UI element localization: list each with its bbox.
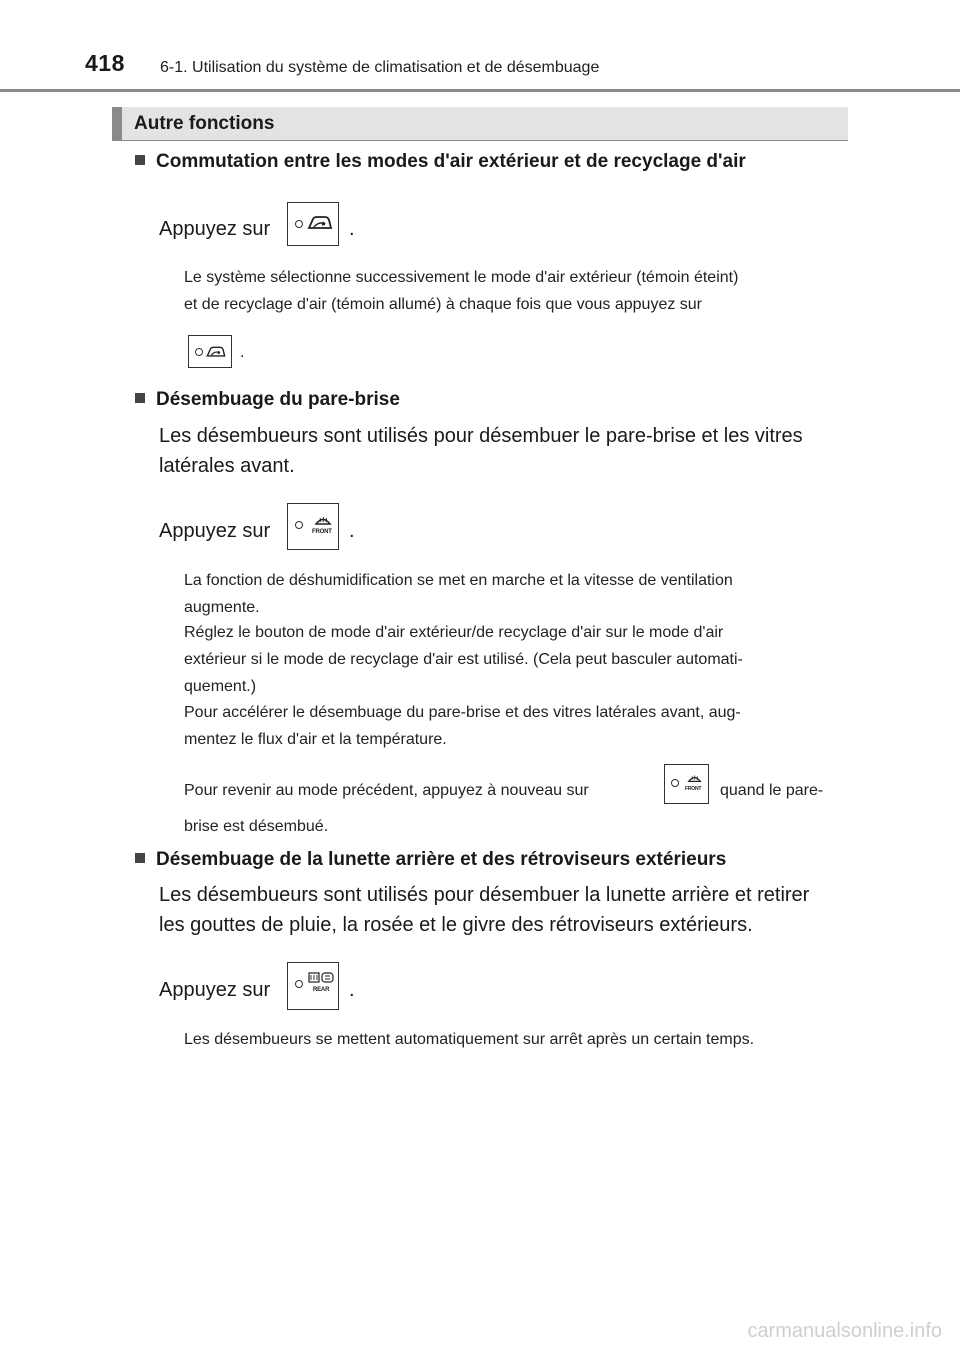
paragraph-line: latérales avant. <box>159 455 295 477</box>
note-line: La fonction de déshumidification se met en marche et la vitesse de ventilation <box>184 572 733 589</box>
note-line: quement.) <box>184 678 257 695</box>
paragraph-line: les gouttes de pluie, la rosée et le givre des rétroviseurs extérieurs. <box>159 914 753 936</box>
press-instruction: Appuyez sur <box>159 520 271 542</box>
period: . <box>349 979 355 1001</box>
note-line: Les désembueurs se mettent automatiquement sur arrêt après un certain temps. <box>184 1031 755 1048</box>
header-rule <box>0 89 960 92</box>
note-line: Réglez le bouton de mode d'air extérieur/de recyclage d'air sur le mode d'air <box>184 624 724 641</box>
paragraph-line: Les désembueurs sont utilisés pour désembuer le pare-brise et les vitres <box>159 425 803 447</box>
paragraph-line: Les désembueurs sont utilisés pour désembuer la lunette arrière et retirer <box>159 884 810 906</box>
front-defog-button-icon: FRONT <box>664 764 709 804</box>
note-line: brise est désembué. <box>184 818 329 835</box>
press-instruction: Appuyez sur <box>159 979 271 1001</box>
note-line: extérieur si le mode de recyclage d'air est utilisé. (Cela peut basculer automati- <box>184 651 743 668</box>
section-title: Autre fonctions <box>134 113 275 134</box>
heading-front-defog: Désembuage du pare-brise <box>135 389 400 411</box>
bullet-square-icon <box>135 155 145 165</box>
bullet-square-icon <box>135 853 145 863</box>
note-line: augmente. <box>184 599 260 616</box>
front-defog-button-icon: FRONT <box>287 503 339 550</box>
section-rule <box>112 140 848 141</box>
note-line: Pour revenir au mode précédent, appuyez à nouveau sur <box>184 782 589 799</box>
watermark: carmanualsonline.info <box>747 1320 942 1342</box>
note-line: mentez le flux d'air et la température. <box>184 731 447 748</box>
running-title: 6-1. Utilisation du système de climatisation et de désembuage <box>160 59 600 76</box>
bullet-square-icon <box>135 393 145 403</box>
press-instruction: Appuyez sur <box>159 218 271 240</box>
rear-defog-button-icon: REAR <box>287 962 339 1010</box>
period: . <box>240 344 245 361</box>
page-number: 418 <box>85 50 125 76</box>
note-line: Le système sélectionne successivement le mode d'air extérieur (témoin éteint) <box>184 269 739 286</box>
recirculation-button-icon <box>287 202 339 246</box>
section-title-bar <box>112 107 848 141</box>
note-line: et de recyclage d'air (témoin allumé) à chaque fois que vous appuyez sur <box>184 296 703 313</box>
heading-recirculation: Commutation entre les modes d'air extérieur et de recyclage d'air <box>135 151 746 173</box>
heading-rear-defog: Désembuage de la lunette arrière et des rétroviseurs extérieurs <box>135 849 726 871</box>
recirculation-button-icon <box>188 335 232 368</box>
note-line: quand le pare- <box>720 782 824 799</box>
period: . <box>349 218 355 240</box>
period: . <box>349 520 355 542</box>
note-line: Pour accélérer le désembuage du pare-brise et des vitres latérales avant, aug- <box>184 704 741 721</box>
